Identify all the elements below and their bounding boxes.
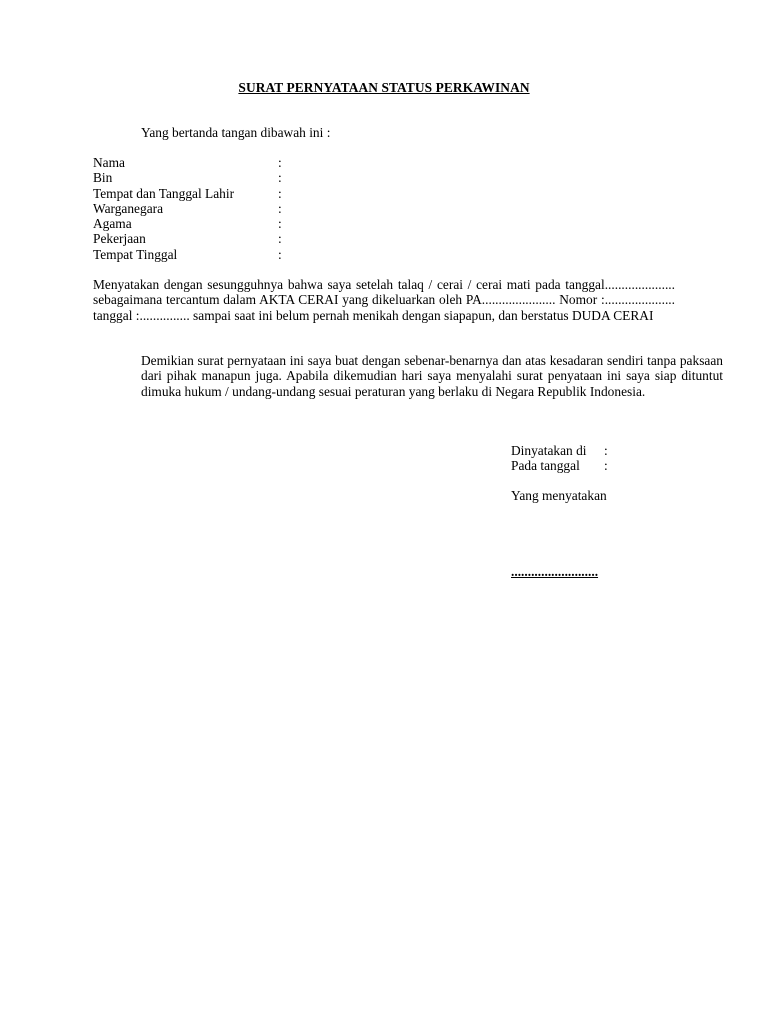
field-colon: : [278,200,282,216]
closing-paragraph: Demikian surat pernyataan ini saya buat dengan sebenar-benarnya dan atas kesadaran sendiri tanpa paksaan dari pihak manapun juga. Apabila dikemudian hari saya menyalahi surat penyataan ini saya siap dituntut dimuka hukum / undang-undang sesuai peraturan yang berlaku di Negara Republik Indonesia. [141,353,723,399]
field-label: Nama [93,155,125,170]
field-colon: : [278,216,282,232]
field-label: Bin [93,170,113,186]
signature-place-label: Dinyatakan di [511,443,587,458]
signature-block [511,443,608,474]
field-label: Pekerjaan [93,231,146,247]
field-colon: : [278,155,282,170]
signature-date-row [511,458,608,474]
field-colon: : [278,231,282,247]
signature-date-colon: : [604,458,608,474]
field-label: Warganegara [93,200,164,216]
field-label: Tempat dan Tanggal Lahir [93,185,235,201]
signature-by-label: Yang menyatakan [511,488,607,503]
field-colon: : [278,185,282,201]
intro-text: Yang bertanda tangan dibawah ini : [141,125,331,140]
statement-paragraph: Menyatakan dengan sesungguhnya bahwa saya setelah talaq / cerai / cerai mati pada tanggal..................... sebagaimana tercantum dalam AKTA CERAI yang dikeluarkan oleh PA...................... Nomor :..................... tanggal :............... sampai saat ini belum pernah menikah dengan siapapun, dan berstatus DUDA CERAI [93,277,675,323]
field-colon: : [278,246,282,262]
signature-place-row [511,443,608,458]
field-colon: : [278,170,282,186]
field-label: Agama [93,216,132,232]
signature-place-colon: : [604,443,608,458]
signature-date-label: Pada tanggal [511,458,580,474]
field-label: Tempat Tinggal [93,246,178,262]
signature-name-line: .......................... [511,564,599,579]
page-title: SURAT PERNYATAAN STATUS PERKAWINAN [238,80,530,95]
